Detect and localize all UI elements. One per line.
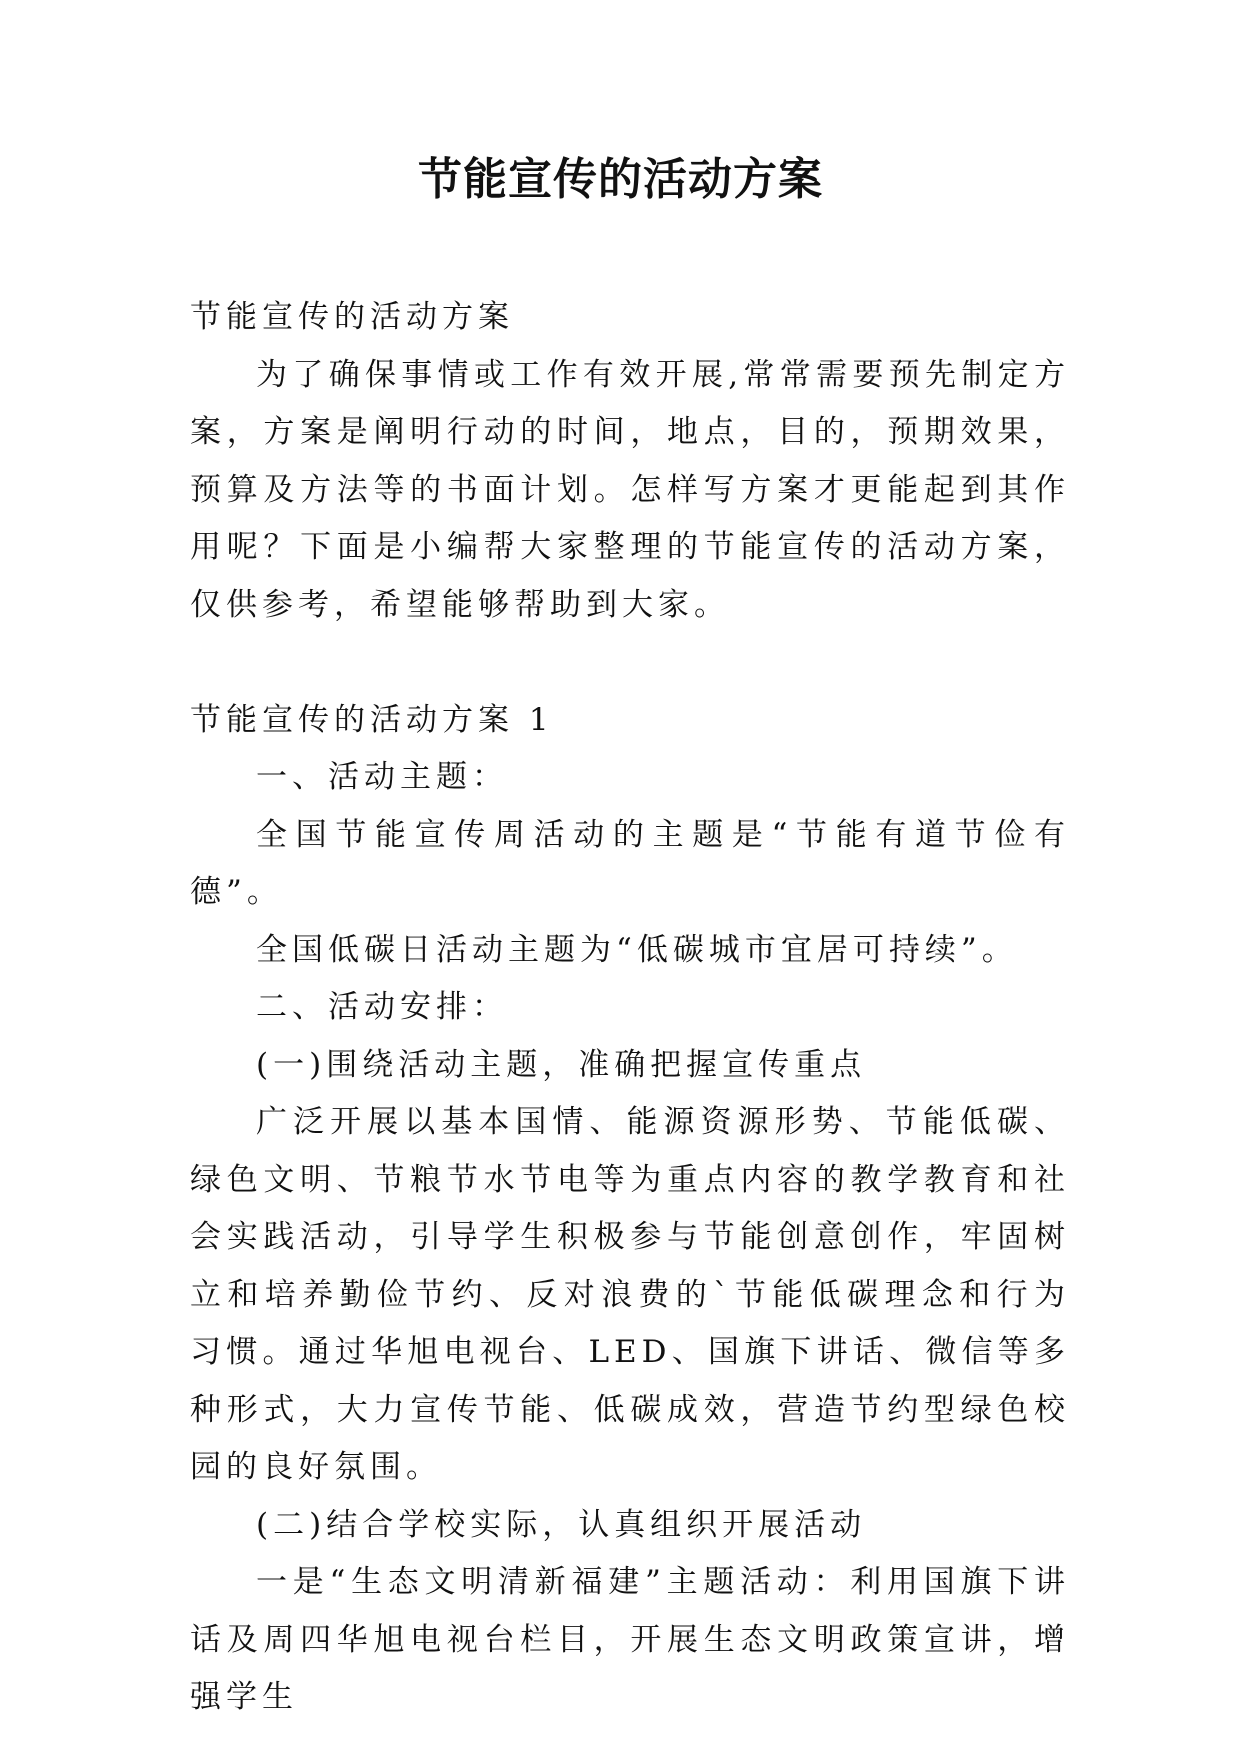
subsection-2-paragraph: 一是“生态文明清新福建”主题活动：利用国旗下讲话及周四华旭电视台栏目，开展生态文明政策宣讲，增强学生 — [190, 1564, 1070, 1715]
theme-heading: 一、活动主题： — [256, 759, 508, 795]
intro-paragraph: 为了确保事情或工作有效开展,常常需要预先制定方案，方案是阐明行动的时间，地点，目的，预期效果，预算及方法等的书面计划。怎样写方案才更能起到其作用呢？下面是小编帮大家整理的节能宣传的活动方案，仅供参考，希望能够帮助到大家。 — [190, 356, 1070, 623]
section-title: 节能宣传的活动方案 1 — [190, 701, 554, 738]
arrangement-heading: 二、活动安排： — [256, 989, 508, 1025]
document-title: 节能宣传的活动方案 — [418, 154, 823, 205]
theme-line-1: 全国节能宣传周活动的主题是“节能有道节俭有德”。 — [190, 816, 1070, 910]
theme-line-2: 全国低碳日活动主题为“低碳城市宜居可持续”。 — [256, 931, 1018, 968]
document-body — [190, 289, 1070, 1727]
document-subtitle: 节能宣传的活动方案 — [190, 299, 514, 335]
subsection-1-paragraph: 广泛开展以基本国情、能源资源形势、节能低碳、绿色文明、节粮节水节电等为重点内容的教学教育和社会实践活动，引导学生积极参与节能创意创作，牢固树立和培养勤俭节约、反对浪费的`节能低碳理念和行为习惯。通过华旭电视台、LED、国旗下讲话、微信等多种形式，大力宣传节能、低碳成效，营造节约型绿色校园的良好氛围。 — [190, 1104, 1070, 1485]
subsection-2-heading: (二)结合学校实际，认真组织开展活动 — [256, 1506, 867, 1543]
subsection-1-heading: (一)围绕活动主题，准确把握宣传重点 — [256, 1046, 867, 1083]
paragraph-spacer — [190, 634, 1070, 692]
